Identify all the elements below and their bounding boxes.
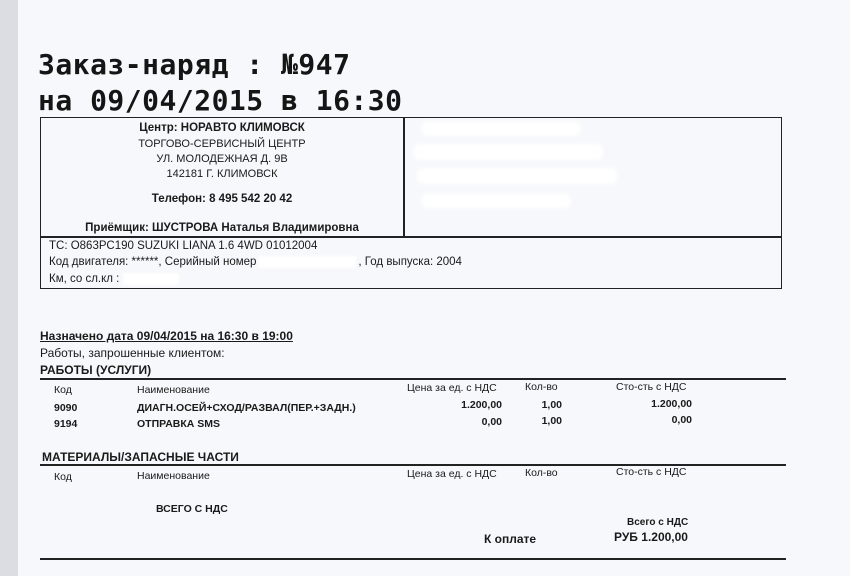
engine-info-suffix: , Год выпуска: 2004 [358,256,462,269]
work-code: 9194 [54,418,78,430]
header-horizontal-divider [41,236,781,238]
work-name: ДИАГН.ОСЕЙ+СХОД/РАЗВАЛ(ПЕР.+ЗАДН.) [137,402,356,414]
redacted-mileage [123,273,179,285]
header-vertical-divider [403,118,405,237]
materials-col-name: Наименование [137,470,210,482]
materials-section-title: МАТЕРИАЛЫ/ЗАПАСНЫЕ ЧАСТИ [42,450,239,464]
assigned-date: Назначено дата 09/04/2015 на 16:30 в 19:00 [40,329,293,343]
works-col-qty: Кол-во [525,381,558,393]
materials-col-price: Цена за ед. с НДС [407,468,497,480]
total-with-vat-header: Всего с НДС [627,517,689,528]
order-date-title: на 09/04/2015 в 16:30 [38,84,403,117]
redacted-client-line1 [421,122,581,136]
work-total: 0,00 [671,414,692,426]
payment-label: К оплате [484,532,537,546]
materials-col-qty: Кол-во [525,467,558,479]
order-title: Заказ-наряд : №947 [38,48,351,81]
work-qty: 1,00 [541,399,562,411]
materials-col-code: Код [54,471,72,483]
work-name: ОТПРАВКА SMS [137,418,221,430]
works-col-code: Код [54,384,72,396]
center-street: УЛ. МОЛОДЕЖНАЯ Д. 9В [156,153,288,165]
redacted-serial [258,256,356,268]
works-col-price: Цена за ед. с НДС [407,382,497,394]
redacted-client-line2 [413,144,603,160]
works-col-total: Сто-сть с НДС [616,381,687,393]
work-code: 9090 [54,402,78,414]
mileage-label: Км, со сл.кл : [49,273,120,286]
work-total: 1.200,00 [651,398,692,410]
header-box [40,117,782,289]
materials-col-total: Сто-сть с НДС [616,466,687,478]
receiver-name: Приёмщик: ШУСТРОВА Наталья Владимировна [85,222,359,234]
works-divider [40,378,786,380]
works-col-name: Наименование [137,384,210,396]
work-qty: 1,00 [541,415,562,427]
footer-divider [40,558,786,560]
center-type: ТОРГОВО-СЕРВИСНЫЙ ЦЕНТР [138,138,306,150]
vehicle-info: ТС: О863РС190 SUZUKI LIANA 1.6 4WD 01012004 [49,240,318,252]
engine-info-prefix: Код двигателя: ******, Серийный номер [49,256,257,269]
materials-total-label: ВСЕГО С НДС [156,503,228,515]
works-section-title: РАБОТЫ (УСЛУГИ) [40,363,152,377]
center-name: Центр: НОРАВТО КЛИМОВСК [139,122,305,134]
scan-edge [0,0,18,576]
payment-amount: РУБ 1.200,00 [614,530,688,544]
mileage-info [49,273,179,285]
center-phone: Телефон: 8 495 542 20 42 [151,193,293,205]
redacted-client-line3 [417,168,617,184]
work-price: 1.200,00 [461,399,502,411]
center-city: 142181 Г. КЛИМОВСК [166,168,278,180]
engine-info [49,256,462,268]
requested-works-label: Работы, запрошенные клиентом: [40,346,225,360]
work-price: 0,00 [481,416,502,428]
redacted-client-line4 [421,194,571,208]
